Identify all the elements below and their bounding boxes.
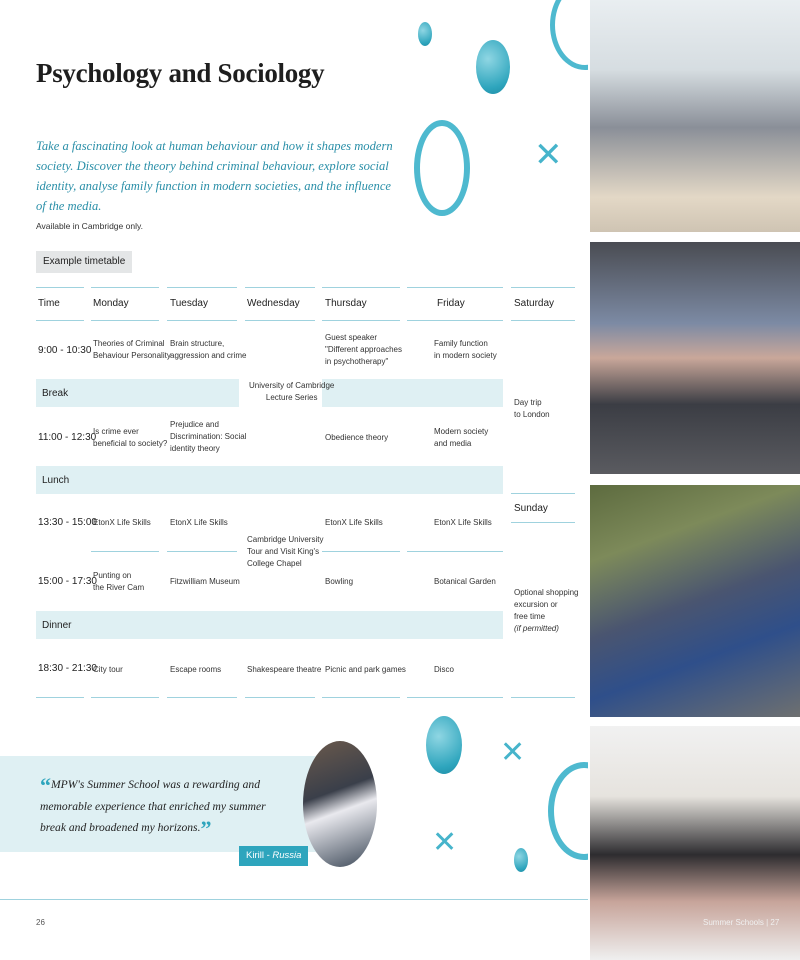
wednesday-morning: University of Cambridge Lecture Series [249,381,335,402]
page-title: Psychology and Sociology [36,58,325,88]
header-thursday: Thursday [325,298,367,309]
slot4-monday: Punting on the River Cam [93,571,145,592]
slot-divider [91,551,159,552]
wednesday-afternoon: Cambridge University Tour and Visit King's College Chapel [247,535,324,568]
decorative-cross-icon: ✕ [534,135,563,175]
time-slot-4: 15:00 - 17:30 [38,576,97,587]
header-wednesday: Wednesday [247,298,300,309]
decorative-dot [476,40,510,94]
student-photo-avatar [303,741,377,867]
slot1-friday: Family function in modern society [434,339,497,360]
testimonial-quote [40,774,290,839]
decorative-dot [426,716,462,774]
header-saturday: Saturday [514,298,555,309]
slot3-friday: EtonX Life Skills [434,518,492,527]
slot1-thursday: Guest speaker "Different approaches in psychotherapy" [325,333,402,366]
street-tour-photo [590,485,800,717]
header-tuesday: Tuesday [170,298,208,309]
header-top-line [407,287,503,288]
header-bottom-line [407,320,503,321]
slot5-thursday: Picnic and park games [325,665,406,674]
decorative-ring [550,0,588,70]
sunday-bottom-line [511,522,575,523]
header-bottom-line [167,320,237,321]
author-country: Russia [272,850,302,861]
break-label: Break [42,388,69,399]
brain-lecture-photo [590,242,800,474]
header-bottom-line [511,320,575,321]
time-slot-5: 18:30 - 21:30 [38,663,97,674]
close-quote-icon: ” [200,816,212,841]
lunch-label: Lunch [42,475,70,486]
slot-divider [322,551,400,552]
header-top-line [511,287,575,288]
footer-line [0,899,588,900]
header-friday: Friday [437,298,465,309]
table-bottom-line [36,697,84,698]
testimonial-author-badge [239,846,308,866]
timetable-label: Example timetable [36,251,132,273]
table-bottom-line [167,697,237,698]
decorative-ring [414,120,470,216]
table-bottom-line [407,697,503,698]
decorative-dot [418,22,432,46]
slot4-friday: Botanical Garden [434,577,496,586]
header-top-line [167,287,237,288]
slot2-friday: Modern society and media [434,427,489,448]
decorative-cross-icon: ✕ [500,735,526,770]
header-top-line [91,287,159,288]
slot5-friday: Disco [434,665,455,674]
slot1-monday: Theories of Criminal Behaviour Personality [93,339,171,360]
slot5-wednesday: Shakespeare theatre [247,665,322,674]
page-number-right: Summer Schools | 27 [703,918,780,927]
author-name: Kirill [246,850,264,861]
time-slot-1: 9:00 - 10:30 [38,345,92,356]
author-separator: - [263,850,273,861]
sunday-top-line [511,493,575,494]
slot2-monday: Is crime ever beneficial to society? [93,427,168,448]
header-top-line [245,287,315,288]
header-top-line [322,287,400,288]
decorative-ring [548,762,588,860]
slot2-tuesday: Prejudice and Discrimination: Social identity theory [170,420,247,453]
sunday-note: (if permitted) [514,624,559,633]
header-bottom-line [245,320,315,321]
slot2-thursday: Obedience theory [325,433,389,442]
decorative-cross-icon: ✕ [432,825,458,860]
table-bottom-line [91,697,159,698]
table-bottom-line [511,697,575,698]
classroom-students-photo [590,0,800,232]
saturday-activity: Day trip to London [514,398,550,419]
header-bottom-line [36,320,84,321]
time-slot-3: 13:30 - 15:00 [38,517,97,528]
table-bottom-line [245,697,315,698]
decorative-dot [514,848,528,872]
sunday-activity: Optional shopping excursion or free time [514,588,579,621]
slot3-thursday: EtonX Life Skills [325,518,383,527]
testimonial-text: MPW's Summer School was a rewarding and memorable experience that enriched my summer break and broadened my horizons. [40,778,266,834]
header-bottom-line [91,320,159,321]
availability-note: Available in Cambridge only. [36,221,143,231]
right-page-photos [588,0,800,960]
slot4-thursday: Bowling [325,577,354,586]
header-time: Time [38,298,60,309]
slot1-tuesday: Brain structure, aggression and crime [170,339,247,360]
dinner-band [36,611,503,639]
time-slot-2: 11:00 - 12:30 [38,432,97,443]
page-number-left: 26 [36,918,45,927]
header-bottom-line [322,320,400,321]
dinner-label: Dinner [42,620,72,631]
header-top-line [36,287,84,288]
slot-divider [167,551,237,552]
slot5-tuesday: Escape rooms [170,665,222,674]
slot5-monday: City tour [93,665,123,674]
table-bottom-line [322,697,400,698]
lunch-band [36,466,503,494]
break-band [322,379,503,407]
header-monday: Monday [93,298,129,309]
slot-divider [407,551,503,552]
intro-paragraph: Take a fascinating look at human behaviour and how it shapes modern society. Discover the theory behind criminal behaviour, explore social identity, analyse family function in modern societies, and the influence of the media. [36,139,393,213]
slot3-tuesday: EtonX Life Skills [170,518,228,527]
slot4-tuesday: Fitzwilliam Museum [170,577,240,586]
open-quote-icon: “ [40,773,51,798]
slot3-monday: EtonX Life Skills [93,518,151,527]
header-sunday: Sunday [514,503,548,514]
